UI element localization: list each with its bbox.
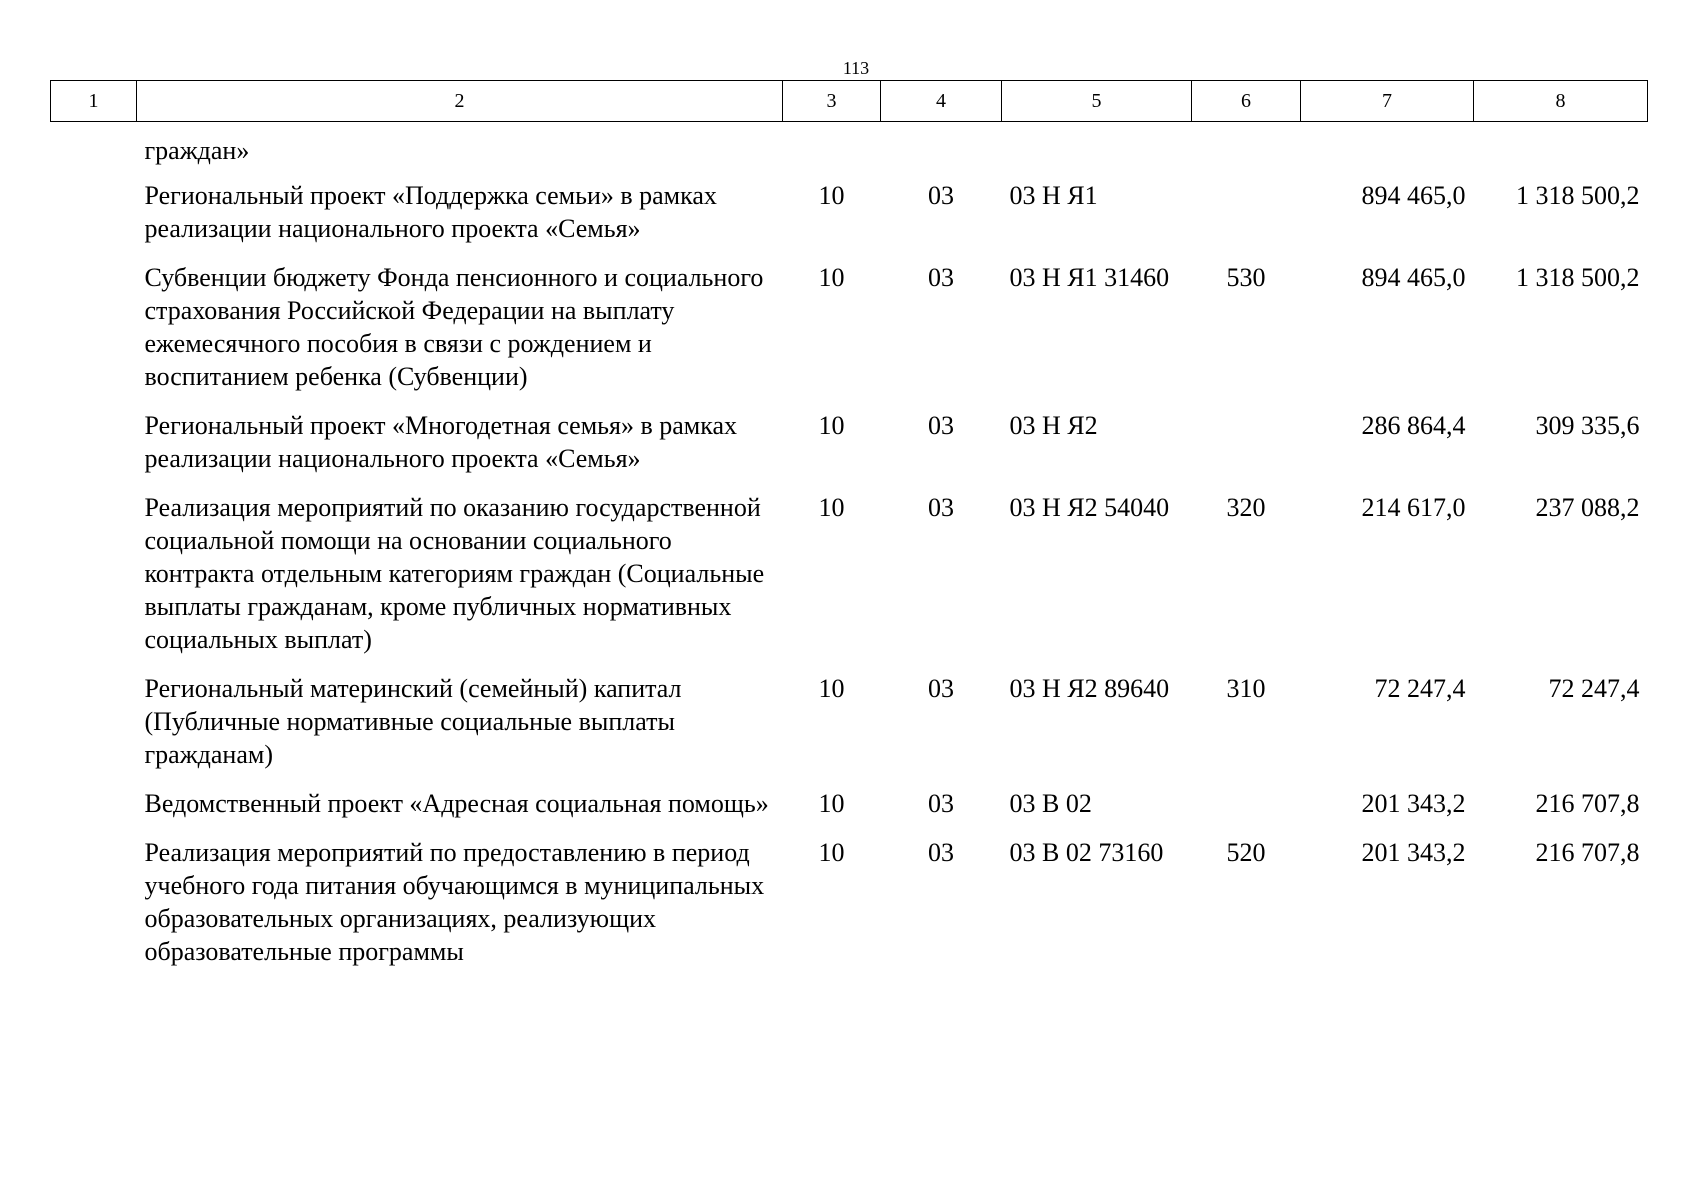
- row-amount-1: 201 343,2: [1361, 838, 1466, 867]
- budget-table: [50, 80, 1648, 984]
- row-section: 10: [818, 674, 845, 703]
- row-name: Реализация мероприятий по оказанию государственной социальной помощи на основании социального контракта отдельным категориям граждан (Социальные выплаты гражданам, кроме публичных нормативных социальных выплат): [144, 493, 765, 654]
- header-row: [51, 81, 1648, 122]
- row-amount-2: 1 318 500,2: [1516, 181, 1640, 210]
- table-row: [51, 261, 1648, 409]
- row-section: 10: [818, 838, 845, 867]
- row-target-code: 03 В 02 73160: [1009, 838, 1164, 867]
- header-col-6: 6: [1192, 81, 1301, 122]
- header-col-2: 2: [137, 81, 783, 122]
- table-row: [51, 672, 1648, 787]
- row-name: Субвенции бюджету Фонда пенсионного и социального страхования Российской Федерации на выплату ежемесячного пособия в связи с рождением и воспитанием ребенка (Субвенции): [144, 263, 764, 391]
- table-header: [51, 81, 1648, 122]
- header-col-7: 7: [1301, 81, 1474, 122]
- row-section: 10: [818, 493, 845, 522]
- row-target-code: 03 Н Я2 54040: [1009, 493, 1170, 522]
- header-col-8: 8: [1474, 81, 1648, 122]
- row-name: Региональный материнский (семейный) капитал (Публичные нормативные социальные выплаты гражданам): [144, 674, 682, 769]
- header-col-3: 3: [783, 81, 881, 122]
- row-subsection: 03: [928, 181, 954, 210]
- row-expense-type: [1192, 409, 1301, 491]
- row-expense-type: [1192, 787, 1301, 836]
- row-amount-1: 214 617,0: [1361, 493, 1466, 522]
- row-expense-type: 310: [1226, 674, 1266, 703]
- row-amount-2: 1 318 500,2: [1516, 263, 1640, 292]
- header-col-4: 4: [881, 81, 1002, 122]
- row-target-code: 03 Н Я1: [1009, 181, 1098, 210]
- row-amount-1: 286 864,4: [1361, 411, 1466, 440]
- continuation-text: граждан»: [144, 136, 250, 165]
- table-body: [51, 122, 1648, 985]
- row-name: Реализация мероприятий по предоставлению в период учебного года питания обучающимся в муниципальных образовательных организациях, реализующих образовательные программы: [144, 838, 765, 966]
- table-row: [51, 409, 1648, 491]
- row-expense-type: [1192, 179, 1301, 261]
- row-section: 10: [818, 263, 845, 292]
- header-col-1: 1: [51, 81, 137, 122]
- continuation-row: [51, 122, 1648, 180]
- row-target-code: 03 В 02: [1009, 789, 1092, 818]
- row-expense-type: 520: [1226, 838, 1266, 867]
- row-amount-2: 216 707,8: [1535, 789, 1640, 818]
- row-amount-1: 894 465,0: [1361, 263, 1466, 292]
- table-row: [51, 491, 1648, 672]
- row-expense-type: 530: [1226, 263, 1266, 292]
- row-subsection: 03: [928, 674, 954, 703]
- row-amount-1: 894 465,0: [1361, 181, 1466, 210]
- table-row: [51, 787, 1648, 836]
- row-amount-2: 309 335,6: [1535, 411, 1640, 440]
- row-amount-2: 72 247,4: [1548, 674, 1640, 703]
- page-number: 113: [842, 58, 870, 78]
- header-col-5: 5: [1002, 81, 1192, 122]
- row-expense-type: 320: [1226, 493, 1266, 522]
- row-target-code: 03 Н Я1 31460: [1009, 263, 1170, 292]
- row-amount-2: 216 707,8: [1535, 838, 1640, 867]
- row-section: 10: [818, 411, 845, 440]
- table-row: [51, 836, 1648, 984]
- row-target-code: 03 Н Я2 89640: [1009, 674, 1170, 703]
- row-name: Региональный проект «Многодетная семья» в рамках реализации национального проекта «Семья»: [144, 411, 738, 473]
- row-subsection: 03: [928, 789, 954, 818]
- row-amount-1: 201 343,2: [1361, 789, 1466, 818]
- row-target-code: 03 Н Я2: [1009, 411, 1098, 440]
- row-section: 10: [818, 181, 845, 210]
- row-subsection: 03: [928, 493, 954, 522]
- row-name: Ведомственный проект «Адресная социальная помощь»: [144, 789, 769, 818]
- row-subsection: 03: [928, 411, 954, 440]
- row-name: Региональный проект «Поддержка семьи» в рамках реализации национального проекта «Семья»: [144, 181, 717, 243]
- row-amount-1: 72 247,4: [1374, 674, 1466, 703]
- row-amount-2: 237 088,2: [1535, 493, 1640, 522]
- row-subsection: 03: [928, 838, 954, 867]
- row-section: 10: [818, 789, 845, 818]
- table-row: [51, 179, 1648, 261]
- row-subsection: 03: [928, 263, 954, 292]
